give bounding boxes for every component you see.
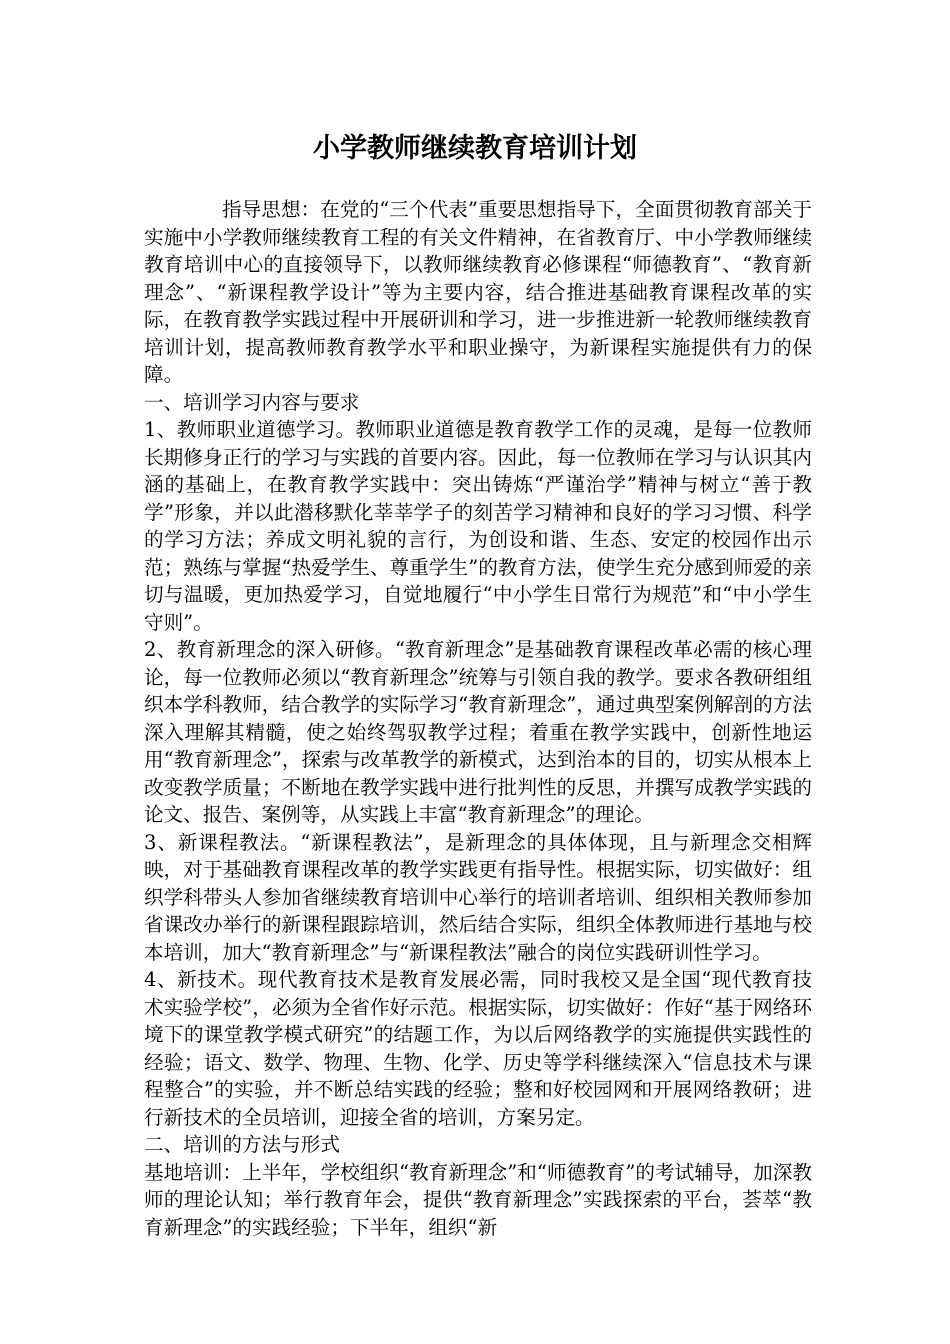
paragraph-new-technology: 4、新技术。现代教育技术是教育发展必需，同时我校又是全国“现代教育技术实验学校”，必须为全省作好示范。根据实际，切实做好：作好“基于网络环境下的课堂教学模式研究”的结题工作，为以后网络教学的实施提供实践性的经验；语文、数学、物理、生物、化学、历史等学科继续深入“信息技术与课程整合”的实验，并不断总结实践的经验；整和好校园网和开展网络教研；进行新技术的全员培训，迎接全省的培训，方案另定。 [144,968,812,1129]
section-heading-content-requirements: 一、培训学习内容与要求 [144,390,360,414]
paragraph-new-education-concepts: 2、教育新理念的深入研修。“教育新理念”是基础教育课程改革必需的核心理论，每一位教师必须以“教育新理念”统筹与引领自我的教学。要求各教研组组织本学科教师，结合教学的实际学习“教育新理念”，通过典型案例解剖的方法深入理解其精髓，使之始终驾驭教学过程；着重在教学实践中，创新性地运用“教育新理念”，探索与改革教学的新模式，达到治本的目的，切实从根本上改变教学质量；不断地在教学实践中进行批判性的反思，并撰写成教学实践的论文、报告、案例等，从实践上丰富“教育新理念”的理论。 [144,638,812,826]
paragraph-new-curriculum-methods: 3、新课程教法。“新课程教法”，是新理念的具体体现，且与新理念交相辉映，对于基础教育课程改革的教学实践更有指导性。根据实际，切实做好：组织学科带头人参加省继续教育培训中心举行的培训者培训、组织相关教师参加省课改办举行的新课程跟踪培训，然后结合实际，组织全体教师进行基地与校本培训，加大“教育新理念”与“新课程教法”融合的岗位实践研训性学习。 [144,830,812,964]
document-body [144,196,812,1241]
paragraph-base-training: 基地培训：上半年，学校组织“教育新理念”和“师德教育”的考试辅导，加深教师的理论认知；举行教育年会，提供“教育新理念”实践探索的平台，荟萃“教育新理念”的实践经验；下半年，组织“新 [144,1160,812,1239]
paragraph-professional-ethics: 1、教师职业道德学习。教师职业道德是教育教学工作的灵魂，是每一位教师长期修身正行的学习与实践的首要内容。因此，每一位教师在学习与认识其内涵的基础上，在教育教学实践中：突出铸炼“严谨治学”精神与树立“善于教学”形象，并以此潜移默化莘莘学子的刻苦学习精神和良好的学习习惯、科学的学习方法；养成文明礼貌的言行，为创设和谐、生态、安定的校园作出示范；熟练与掌握“热爱学生、尊重学生”的教育方法，使学生充分感到师爱的亲切与温暖，更加热爱学习，自觉地履行“中小学生日常行为规范”和“中小学生守则”。 [144,418,812,634]
section-heading-methods-forms: 二、培训的方法与形式 [144,1133,340,1156]
document-title: 小学教师继续教育培训计划 [313,133,637,164]
paragraph-guiding-ideology: 指导思想：在党的“三个代表”重要思想指导下，全面贯彻教育部关于实施中小学教师继续教育工程的有关文件精神，在省教育厅、中小学教师继续教育培训中心的直接领导下，以教师继续教育必修课程“师德教育”、“教育新理念”、“新课程教学设计”等为主要内容，结合推进基础教育课程改革的实际，在教育教学实践过程中开展研训和学习，进一步推进新一轮教师继续教育培训计划，提高教师教育教学水平和职业操守，为新课程实施提供有力的保障。 [144,198,812,386]
